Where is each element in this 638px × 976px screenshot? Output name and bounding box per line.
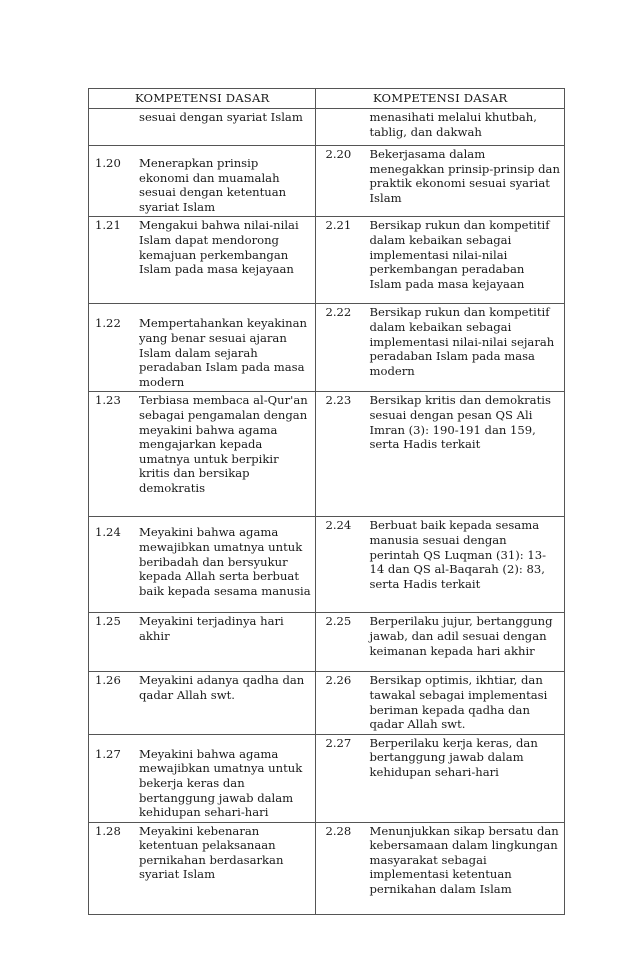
left-text: Meyakini terjadinya hari akhir bbox=[139, 614, 284, 643]
left-number: 1.27 bbox=[95, 746, 121, 761]
table-row bbox=[89, 217, 565, 304]
right-text: Menunjukkan sikap bersatu dan kebersamaan dalam lingkungan masyarakat sebagai implementasi ketentuan pernikahan dalam Islam bbox=[369, 823, 559, 897]
left-number bbox=[95, 110, 139, 125]
right-number: 2.26 bbox=[325, 673, 352, 688]
left-text: Menerapkan prinsip ekonomi dan muamalah sesuai dengan ketentuan syariat Islam bbox=[139, 156, 287, 214]
left-number: 1.20 bbox=[95, 156, 121, 170]
table-row bbox=[89, 672, 565, 734]
right-text: Bersikap kritis dan demokratis sesuai dengan pesan QS Ali Imran (3): 190-191 dan 159, serta Hadis terkait bbox=[369, 393, 551, 452]
right-number: 2.24 bbox=[325, 518, 352, 533]
right-text: Bersikap optimis, ikhtiar, dan tawakal sebagai implementasi beriman kepada qadha dan qadar Allah swt. bbox=[369, 673, 548, 732]
right-text: Bersikap rukun dan kompetitif dalam kebaikan sebagai implementasi nilai-nilai perkembangan peradaban Islam pada masa kejayaan bbox=[369, 218, 550, 291]
table-header-row bbox=[89, 89, 565, 109]
left-number: 1.24 bbox=[95, 525, 121, 540]
left-number: 1.28 bbox=[95, 823, 121, 838]
right-text: Berperilaku jujur, bertanggung jawab, dan adil sesuai dengan keimanan kepada hari akhir bbox=[369, 614, 553, 658]
left-number: 1.23 bbox=[95, 393, 121, 408]
right-number: 2.22 bbox=[325, 305, 352, 320]
table-row bbox=[89, 146, 565, 217]
table-row bbox=[89, 517, 565, 613]
left-number: 1.22 bbox=[95, 316, 121, 331]
table-row bbox=[89, 734, 565, 822]
right-number: 2.21 bbox=[325, 218, 352, 233]
left-text: Meyakini kebenaran ketentuan pelaksanaan pernikahan berdasarkan syariat Islam bbox=[139, 823, 284, 882]
left-text: Mengakui bahwa nilai-nilai Islam dapat mendorong kemajuan perkembangan Islam pada masa kejayaan bbox=[139, 218, 299, 277]
header-left: KOMPETENSI DASAR bbox=[89, 89, 316, 109]
right-text: Bersikap rukun dan kompetitif dalam kebaikan sebagai implementasi nilai-nilai sejarah peradaban Islam pada masa modern bbox=[369, 305, 555, 378]
left-text: Terbiasa membaca al-Qur'an sebagai pengamalan dengan meyakini bahwa agama mengajarkan kepada umatnya untuk berpikir kritis dan bersikap demokratis bbox=[139, 393, 308, 495]
table-row bbox=[89, 822, 565, 914]
left-text: Meyakini bahwa agama mewajibkan umatnya untuk beribadah dan bersyukur kepada Allah serta berbuat baik kepada sesama manusia bbox=[139, 525, 311, 598]
right-number: 2.25 bbox=[325, 614, 352, 629]
right-number: 2.27 bbox=[325, 735, 352, 750]
left-number: 1.26 bbox=[95, 673, 121, 688]
table-row bbox=[89, 304, 565, 392]
left-text: Meyakini bahwa agama mewajibkan umatnya untuk bekerja keras dan bertanggung jawab dalam kehidupan sehari-hari bbox=[139, 746, 303, 820]
left-number: 1.21 bbox=[95, 218, 121, 233]
right-number: 2.28 bbox=[325, 823, 352, 838]
table-row bbox=[89, 392, 565, 517]
right-text: menasihati melalui khutbah, tablig, dan dakwah bbox=[369, 110, 537, 139]
left-text: sesuai dengan syariat Islam bbox=[139, 110, 303, 124]
left-text: Meyakini adanya qadha dan qadar Allah swt. bbox=[139, 673, 305, 702]
right-number: 2.20 bbox=[325, 147, 352, 161]
right-text: Berbuat baik kepada sesama manusia sesuai dengan perintah QS Luqman (31): 13-14 dan QS al-Baqarah (2): 83, serta Hadis terkait bbox=[369, 518, 547, 591]
header-right: KOMPETENSI DASAR bbox=[316, 89, 565, 109]
right-number bbox=[325, 110, 369, 139]
document-page bbox=[88, 88, 565, 915]
table-row bbox=[89, 613, 565, 672]
left-number: 1.25 bbox=[95, 614, 121, 629]
kompetensi-table bbox=[88, 88, 565, 915]
table-row bbox=[89, 109, 565, 146]
left-text: Mempertahankan keyakinan yang benar sesuai ajaran Islam dalam sejarah peradaban Islam pada masa modern bbox=[139, 316, 307, 389]
right-text: Bekerjasama dalam menegakkan prinsip-prinsip dan praktik ekonomi sesuai syariat Islam bbox=[369, 147, 560, 205]
right-text: Berperilaku kerja keras, dan bertanggung jawab dalam kehidupan sehari-hari bbox=[369, 735, 538, 779]
right-number: 2.23 bbox=[325, 393, 352, 408]
